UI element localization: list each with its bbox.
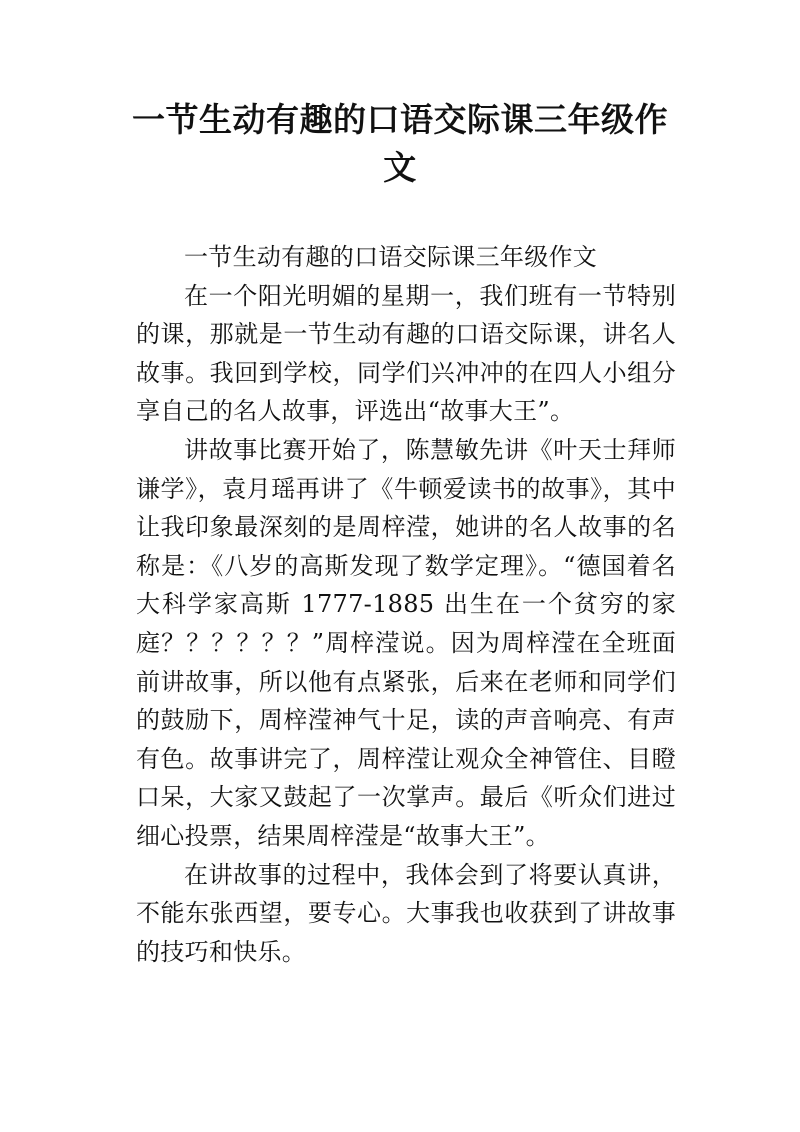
document-title: 一节生动有趣的口语交际课三年级作文 — [132, 100, 668, 187]
document-body — [136, 238, 676, 971]
paragraph-intro: 在一个阳光明媚的星期一，我们班有一节特别的课，那就是一节生动有趣的口语交际课，讲名人故事。我回到学校，同学们兴冲冲的在四人小组分享自己的名人故事，评选出“故事大王”。 — [136, 281, 676, 426]
paragraph-competition: 讲故事比赛开始了，陈慧敏先讲《叶天士拜师谦学》，袁月瑶再讲了《牛顿爱读书的故事》，其中让我印象最深刻的是周梓滢，她讲的名人故事的名称是：《八岁的高斯发现了数学定理》。“德国着名大科学家高斯 1777-1885 出生在一个贫穷的家庭？？？？？？”周梓滢说。因为周梓滢在全班面前讲故事，所以他有点紧张，后来在老师和同学们的鼓励下，周梓滢神气十足，读的声音响亮、有声有色。故事讲完了，周梓滢让观众全神管住、目瞪口呆，大家又鼓起了一次掌声。最后《听众们进过细心投票，结果周梓滢是“故事大王”。 — [136, 435, 676, 850]
paragraph-conclusion: 在讲故事的过程中，我体会到了将要认真讲，不能东张西望，要专心。大事我也收获到了讲故事的技巧和快乐。 — [136, 860, 676, 966]
paragraph-subtitle: 一节生动有趣的口语交际课三年级作文 — [184, 243, 598, 271]
